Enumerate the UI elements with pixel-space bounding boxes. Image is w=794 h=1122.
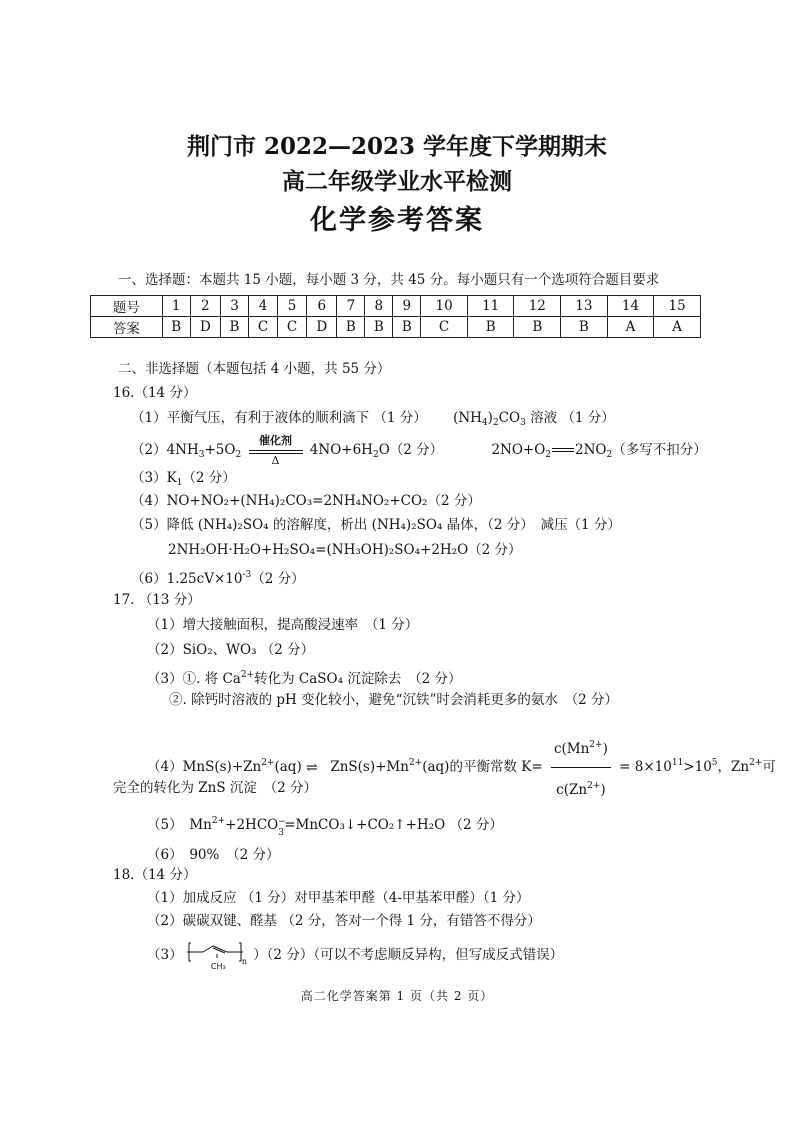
catalyst-arrow bbox=[249, 433, 303, 467]
answer-cell: C bbox=[278, 317, 307, 338]
question-number-cell: 8 bbox=[365, 296, 393, 317]
title-line-1: 荆门市 2022—2023 学年度下学期期末 bbox=[186, 133, 608, 160]
fraction-numerator: c(Mn bbox=[553, 741, 590, 757]
answer-cell: B bbox=[467, 317, 514, 338]
q18-a3-pre: （3） bbox=[147, 947, 183, 963]
q17-a4-post: = 8×10 bbox=[619, 759, 672, 775]
q16-a2-score: O（2 分） bbox=[378, 442, 444, 458]
q17-a4-post4: 可 bbox=[762, 759, 776, 775]
question-number-cell: 9 bbox=[393, 296, 421, 317]
q16-a2-pre: （2）4NH bbox=[131, 442, 199, 458]
equilibrium-fraction: $\frac{c(Mn^{2+})}{c(Zn^{2+})}$ bbox=[551, 727, 611, 808]
q16-a6-post: （2 分） bbox=[251, 571, 305, 587]
answer-table bbox=[90, 295, 701, 338]
q17-label: 17. （13 分） bbox=[113, 592, 201, 608]
q18-answer-1: （1）加成反应 （1 分）对甲基苯甲醛（4-甲基苯甲醛）（1 分） bbox=[147, 890, 530, 906]
q17-answer-1: （1）增大接触面积，提高酸浸速率 （1 分） bbox=[147, 617, 419, 633]
q18-answer-3 bbox=[147, 941, 563, 971]
q16-a2-mid: 4NO+6H bbox=[309, 442, 373, 458]
table-row-answers bbox=[91, 317, 701, 338]
q17-answer-2: （2）SiO₂、WO₃ （2 分） bbox=[147, 642, 315, 658]
equals-sign bbox=[552, 446, 574, 456]
title-line-3: 化学参考答案 bbox=[310, 205, 484, 236]
question-number-cell: 11 bbox=[467, 296, 514, 317]
q17-a4-mid3: (aq)的平衡常数 K= bbox=[422, 759, 543, 775]
question-number-cell: 5 bbox=[278, 296, 307, 317]
q17-a4-post3: ，Zn bbox=[717, 759, 750, 775]
answer-cell: D bbox=[190, 317, 220, 338]
row-label-answer: 答案 bbox=[91, 317, 163, 338]
q16-a6-pre: （6）1.25cV×10 bbox=[131, 571, 243, 587]
answer-cell: B bbox=[162, 317, 190, 338]
answer-cell: B bbox=[337, 317, 365, 338]
polymer-ch3: CH₃ bbox=[210, 962, 226, 971]
q17-answer-5: （5） $Mn^{2+}+2HCO$ − 3 =MnCO₃↓+CO₂↑+H₂O （2 分） bbox=[147, 816, 503, 838]
q18-a3-post: ）（2 分）（可以不考虑顺反异构，但写成反式错误） bbox=[253, 947, 564, 963]
catalyst-label: 催化剂 bbox=[259, 433, 292, 447]
q16-a3-score: （2 分） bbox=[182, 470, 236, 486]
answer-cell: B bbox=[393, 317, 421, 338]
answer-cell: B bbox=[221, 317, 249, 338]
q17-a4-mid2: ZnS(s)+Mn bbox=[330, 759, 409, 775]
q17-answer-3-2: ②. 除钙时溶液的 pH 变化较小，避免“沉铁”时会消耗更多的氨水 （2 分） bbox=[169, 692, 619, 708]
q17-answer-3-1: （3）①. 将 $Ca^{2+}$转化为 CaSO₄ 沉淀除去 （2 分） bbox=[147, 670, 462, 687]
question-number-cell: 6 bbox=[307, 296, 337, 317]
polymer-structure bbox=[187, 941, 249, 971]
fraction-denominator: c(Zn bbox=[556, 782, 588, 798]
q17-answer-6: （6） 90% （2 分） bbox=[147, 847, 280, 863]
answer-cell: D bbox=[307, 317, 337, 338]
question-number-cell: 13 bbox=[561, 296, 608, 317]
q17-a3-1-mid: 转化为 CaSO₄ 沉淀除去 （2 分） bbox=[254, 671, 462, 687]
polymer-n: n bbox=[241, 957, 248, 966]
q16-answer-5-line1: （5）降低 (NH₄)₂SO₄ 的溶解度，析出 (NH₄)₂SO₄ 晶体，（2 分） 减压（1 分） bbox=[131, 517, 621, 533]
section2-heading: 二、非选择题（本题包括 4 小题，共 55 分） bbox=[118, 361, 391, 377]
answer-cell: B bbox=[561, 317, 608, 338]
q16-a2-b: 2NO+O bbox=[491, 442, 546, 458]
question-number-cell: 1 bbox=[162, 296, 190, 317]
q17-a5-post: =MnCO₃↓+CO₂↑+H₂O （2 分） bbox=[284, 817, 503, 833]
equilibrium-arrow: ⇌ bbox=[306, 759, 318, 776]
q16-a1-text: （1）平衡气压，有利于液体的顺利滴下 （1 分） bbox=[131, 410, 427, 426]
q16-a1-formula: CO bbox=[498, 410, 521, 426]
q17-a3-1-pre: （3）①. 将 Ca bbox=[147, 671, 241, 687]
answer-cell: B bbox=[365, 317, 393, 338]
answer-cell: B bbox=[514, 317, 561, 338]
q16-a1-tail: 溶液 （1 分） bbox=[530, 410, 615, 426]
page-footer: 高二化学答案第 1 页（共 2 页） bbox=[300, 989, 494, 1003]
row-label-question: 题号 bbox=[91, 296, 163, 317]
answer-cell: C bbox=[421, 317, 468, 338]
q17-a5-mid: +2HCO bbox=[225, 817, 279, 833]
question-number-cell: 14 bbox=[607, 296, 654, 317]
q16-answer-5-line2: 2NH₂OH·H₂O+H₂SO₄=(NH₃OH)₂SO₄+2H₂O（2 分） bbox=[168, 542, 522, 558]
question-number-cell: 12 bbox=[514, 296, 561, 317]
q16-answer-3: $(3)K_1(2$ 分） bbox=[131, 470, 236, 488]
question-number-cell: 15 bbox=[654, 296, 701, 317]
q17-a4-pre: （4）MnS(s)+Zn bbox=[147, 759, 262, 775]
question-number-cell: 2 bbox=[190, 296, 220, 317]
question-number-cell: 4 bbox=[248, 296, 277, 317]
question-number-cell: 10 bbox=[421, 296, 468, 317]
q18-answer-2: （2）碳碳双键、醛基 （2 分，答对一个得 1 分，有错答不得分） bbox=[147, 913, 541, 929]
answer-cell: C bbox=[248, 317, 277, 338]
q16-answer-2: $(2)4NH_3+5O_2$ 催化剂 Δ $4NO+6H_2O(2$ 分） $2NO+O_2$ $2NO_2$（多写不扣分） bbox=[131, 441, 707, 464]
q17-a4-mid1: (aq) bbox=[274, 759, 302, 775]
q16-answer-1: （1）平衡气压，有利于液体的顺利滴下 （1 分） $(NH_4)_2CO_3$ 溶液 （1 分） bbox=[131, 410, 615, 428]
question-number-cell: 7 bbox=[337, 296, 365, 317]
answer-cell: A bbox=[654, 317, 701, 338]
q17-answer-4: $(4)MnS(s)+Zn^{2+}(aq)$ ⇌ $ZnS(s)+Mn^{2+}(aq)$的平衡常数 K= $\frac{c(Mn^{2+})}{c(Zn^{2+})}$ = $8\times 10^{11}>10^5$，$Zn^{2+}$可 bbox=[147, 727, 776, 808]
heat-label: Δ bbox=[271, 453, 280, 467]
q16-answer-4: （4）NO+NO₂+(NH₄)₂CO₃=2NH₄NO₂+CO₂（2 分） bbox=[131, 493, 481, 509]
q16-answer-6 bbox=[131, 566, 305, 588]
q17-a5-pre: （5） Mn bbox=[147, 817, 212, 833]
section1-heading: 一、选择题：本题共 15 小题，每小题 3 分，共 45 分。每小题只有一个选项符合题目要求 bbox=[118, 272, 660, 288]
q18-label: 18.（14 分） bbox=[113, 867, 197, 883]
q17-answer-4-line2: 完全的转化为 ZnS 沉淀 （2 分） bbox=[113, 780, 318, 796]
answer-cell: A bbox=[607, 317, 654, 338]
q16-a6-exp: -3 bbox=[242, 570, 252, 580]
q17-a4-post2: >10 bbox=[683, 759, 712, 775]
question-number-cell: 3 bbox=[221, 296, 249, 317]
q16-a2-note: （多写不扣分） bbox=[612, 442, 707, 458]
title-line-2: 高二年级学业水平检测 bbox=[282, 168, 512, 195]
table-row-questions bbox=[91, 296, 701, 317]
q16-a3: （3）K bbox=[131, 470, 177, 486]
q16-label: 16.（14 分） bbox=[113, 385, 197, 401]
q16-a2-c: 2NO bbox=[575, 442, 607, 458]
